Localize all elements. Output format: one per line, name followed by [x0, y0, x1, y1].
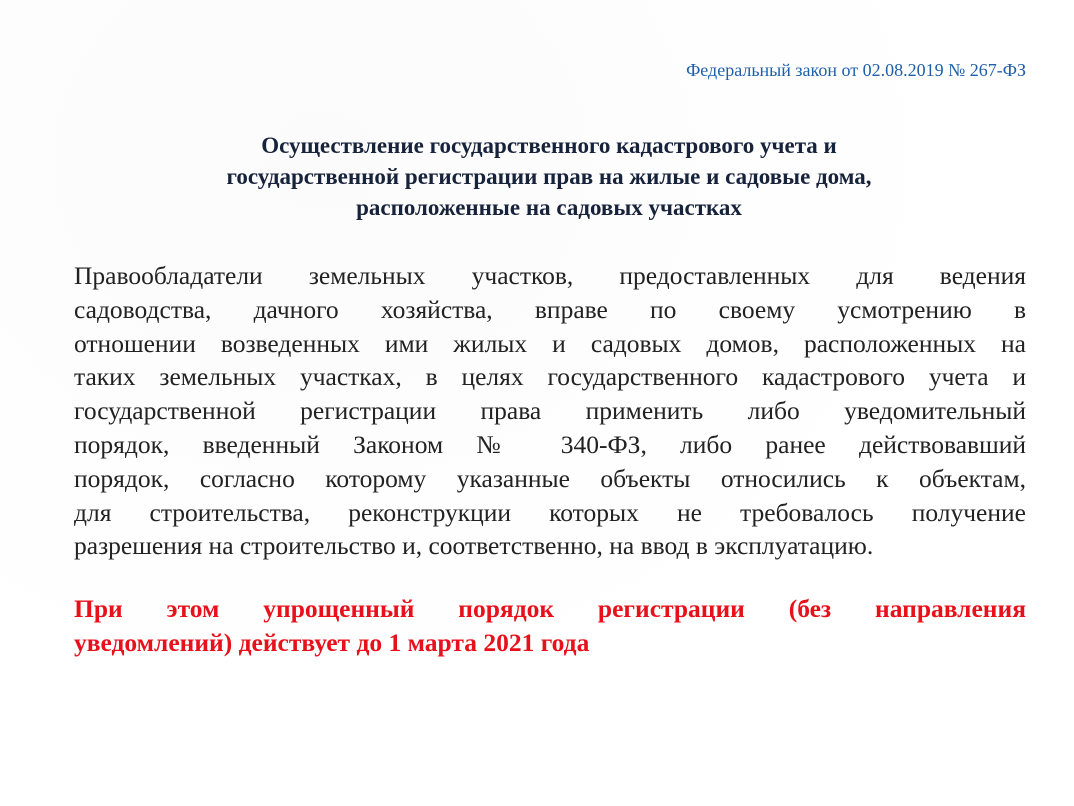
body-line: отношении возведенных ими жилых и садовых домов, расположенных на	[74, 328, 1026, 358]
highlighted-note	[74, 592, 1026, 659]
body-line: государственной регистрации права применить либо уведомительный	[74, 396, 1026, 426]
slide-title	[74, 130, 1024, 223]
body-line: Правообладатели земельных участков, предоставленных для ведения	[74, 261, 1026, 290]
body-line: таких земельных участках, в целях государственного кадастрового учета и	[74, 362, 1026, 392]
body-line: порядок, введенный Законом № 340-ФЗ, либо ранее действовавший	[74, 429, 1026, 459]
body-line: для строительства, реконструкции которых не требовалось получение	[74, 497, 1026, 527]
body-line: разрешения на строительство и, соответственно, на ввод в эксплуатацию.	[74, 531, 874, 561]
body-line: садоводства, дачного хозяйства, вправе по своему усмотрению в	[74, 294, 1026, 324]
note-line: При этом упрощенный порядок регистрации (без направления	[74, 594, 1026, 623]
body-paragraph	[74, 259, 1026, 563]
body-line: порядок, согласно которому указанные объекты относились к объектам,	[74, 463, 1026, 493]
title-line: расположенные на садовых участках	[356, 195, 742, 220]
note-line: уведомлений) действует до 1 марта 2021 года	[74, 627, 590, 657]
title-line: государственной регистрации прав на жилые и садовые дома,	[226, 164, 872, 189]
law-reference: Федеральный закон от 02.08.2019 № 267-ФЗ	[686, 60, 1026, 80]
title-line: Осуществление государственного кадастрового учета и	[261, 133, 837, 158]
